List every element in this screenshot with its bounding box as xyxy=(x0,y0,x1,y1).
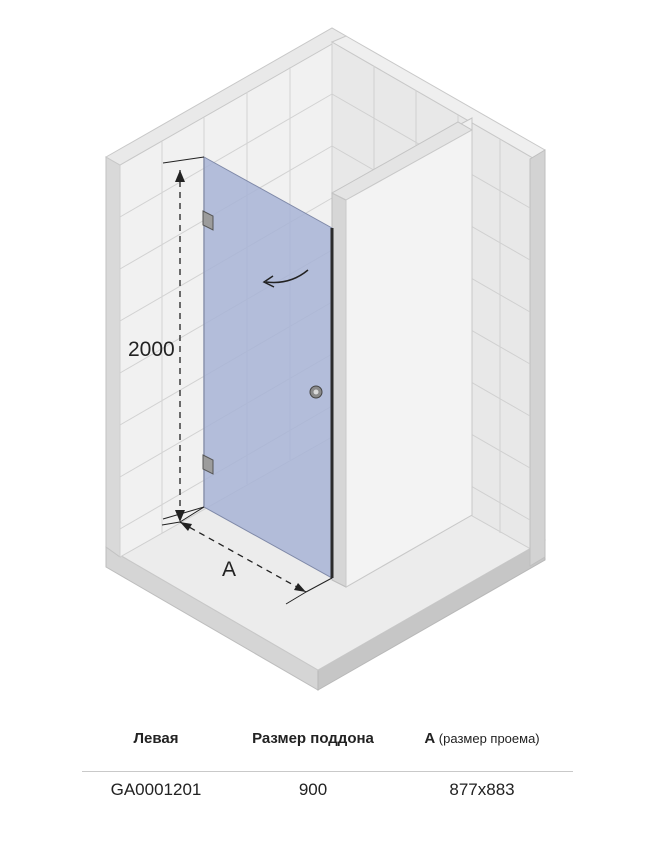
header-left: Левая xyxy=(133,730,179,747)
opening-size-value: 877x883 xyxy=(449,780,515,799)
header-opening xyxy=(402,730,562,747)
table-row xyxy=(82,772,573,808)
header-tray-size: Размер поддона xyxy=(252,730,374,747)
article-number: GA0001201 xyxy=(110,780,202,799)
partition-wall xyxy=(332,118,472,587)
height-label: 2000 xyxy=(128,338,175,361)
glass-door xyxy=(204,157,332,578)
table-header-row xyxy=(82,720,573,760)
tray-size-value: 900 xyxy=(298,780,328,799)
width-label: A xyxy=(222,558,237,581)
door-knob-icon xyxy=(310,386,322,398)
header-opening-note: (размер проема) xyxy=(438,731,540,746)
header-opening-main: A xyxy=(424,730,435,747)
